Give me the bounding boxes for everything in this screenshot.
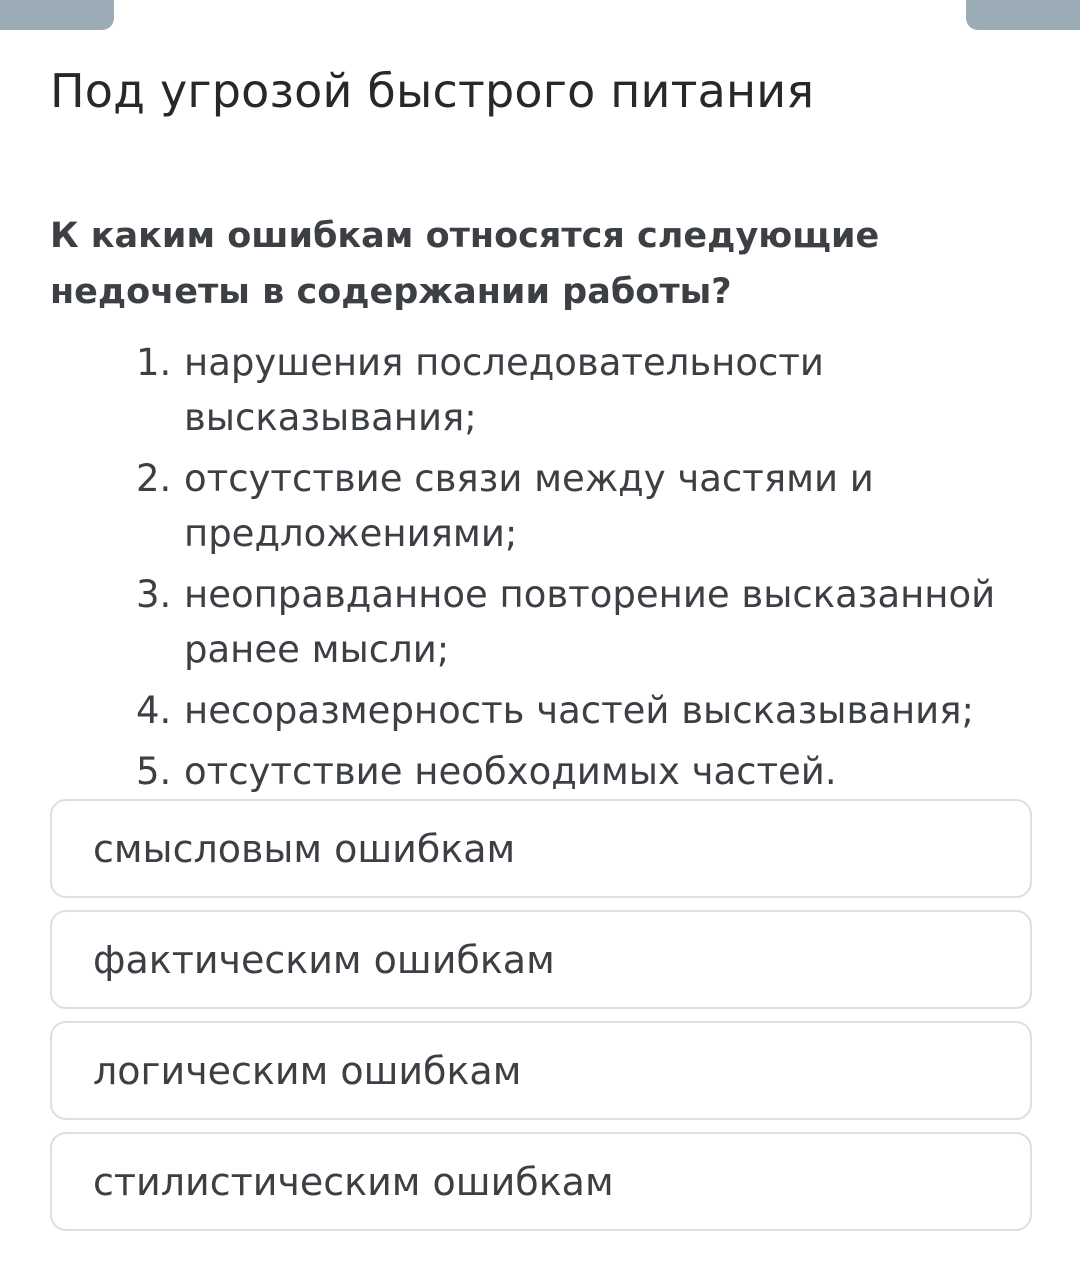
list-item-number: 5. (136, 750, 172, 793)
list-item-text: отсутствие связи между частями и предложениями; (184, 457, 874, 555)
answer-option-semantic[interactable]: смысловым ошибкам (50, 799, 1032, 898)
top-left-tab[interactable] (0, 0, 114, 30)
question-items-list (136, 335, 1036, 805)
answer-option-logical[interactable]: логическим ошибкам (50, 1021, 1032, 1120)
list-item (136, 683, 1036, 738)
list-item-number: 1. (136, 341, 172, 384)
list-item-number: 2. (136, 457, 172, 500)
list-item-text: неоправданное повторение высказанной ранее мысли; (184, 573, 996, 671)
page-title: Под угрозой быстрого питания (50, 64, 815, 118)
top-right-tab[interactable] (966, 0, 1080, 30)
list-item (136, 335, 1036, 445)
question-text: К каким ошибкам относятся следующие недочеты в содержании работы? (50, 216, 880, 312)
list-item-number: 4. (136, 689, 172, 732)
answer-option-stylistic[interactable]: стилистическим ошибкам (50, 1132, 1032, 1231)
list-item-text: несоразмерность частей высказывания; (184, 689, 974, 732)
list-item (136, 567, 1036, 677)
list-item-text: нарушения последовательности высказывания; (184, 341, 824, 439)
answer-options (50, 799, 1032, 1243)
list-item (136, 451, 1036, 561)
answer-option-factual[interactable]: фактическим ошибкам (50, 910, 1032, 1009)
list-item-number: 3. (136, 573, 172, 616)
list-item-text: отсутствие необходимых частей. (184, 750, 837, 793)
list-item (136, 744, 1036, 799)
